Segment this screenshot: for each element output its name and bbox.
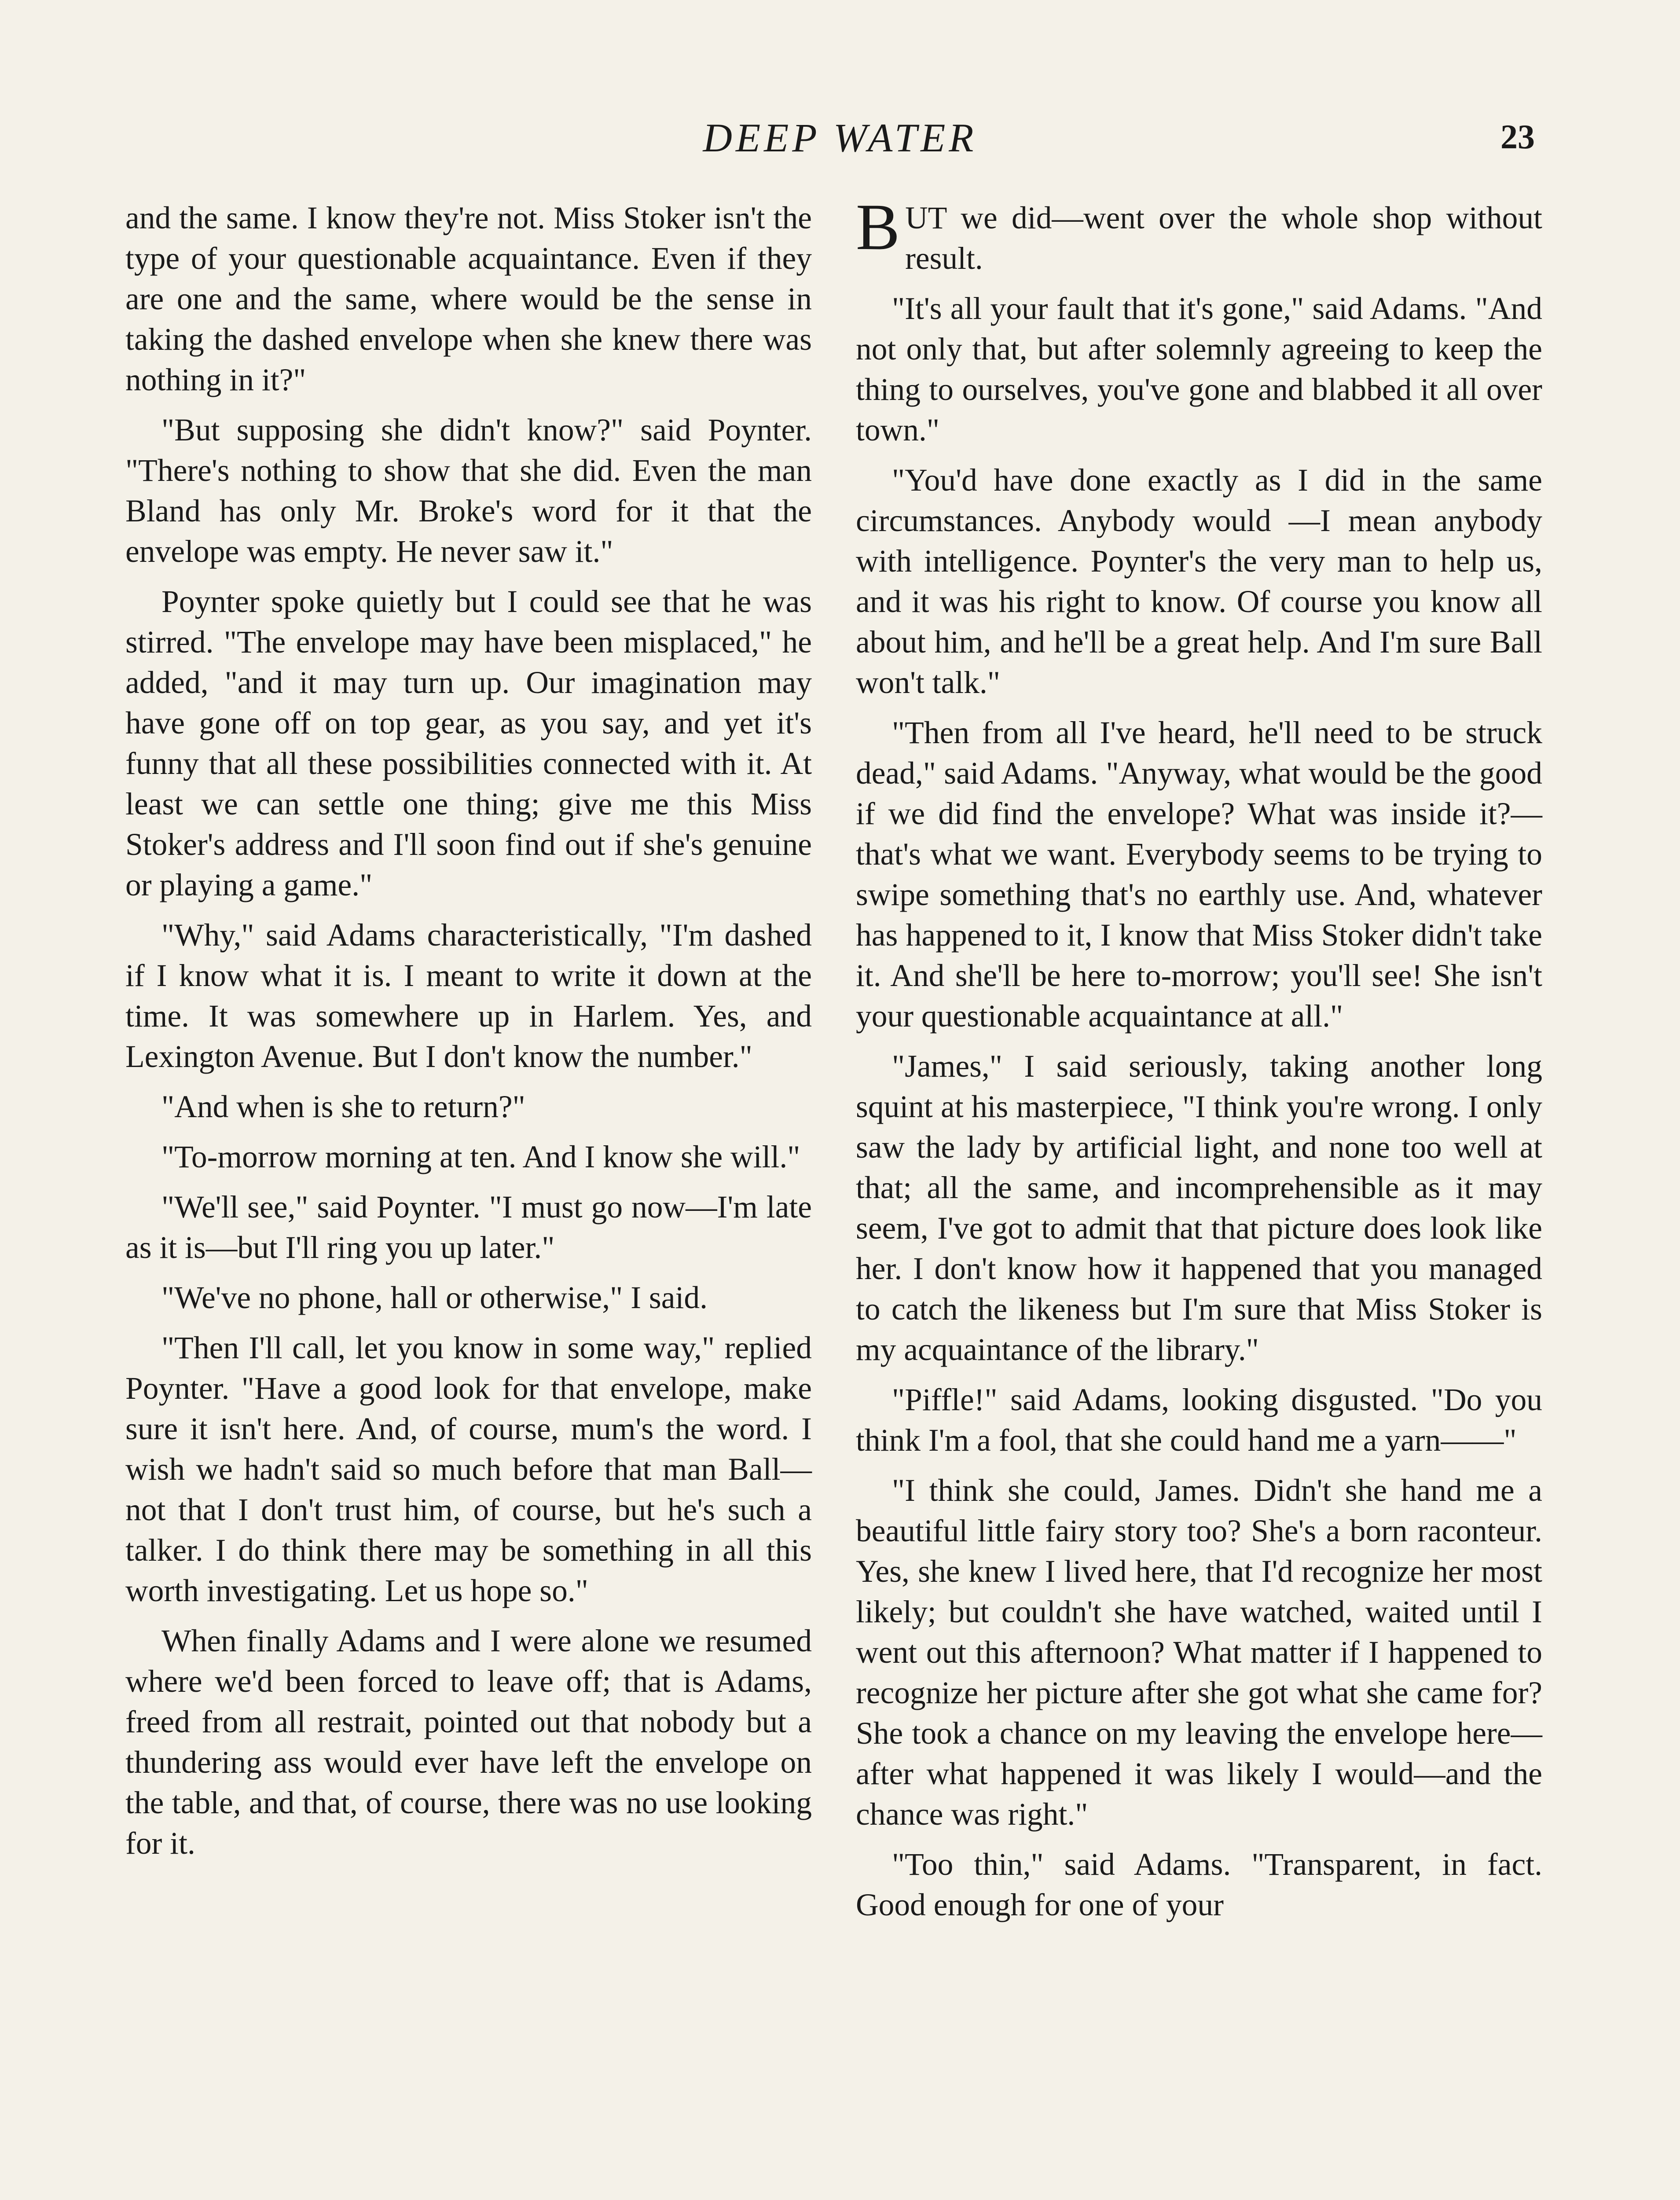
paragraph: "James," I said seriously, taking another long squint at his masterpiece, "I think you're wrong. I only saw the lady by artificial light, and none too well at that; all the same, and incomprehensible as it may seem, I've got to admit that that picture does look like her. I don't know how it happened that you managed to catch the likeness but I'm sure that Miss Stoker is my acquaintance of the library." <box>856 1049 1542 1367</box>
paragraph: "You'd have done exactly as I did in the same circumstances. Anybody would —I mean anybody with intelligence. Poynter's the very man to help us, and it was his right to know. Of course you know all about him, and he'll be a great help. And I'm sure Ball won't talk." <box>856 463 1542 700</box>
paragraph: "We've no phone, hall or otherwise," I said. <box>161 1280 708 1315</box>
opening-text: UT we did—went over the whole shop without result. <box>905 201 1542 276</box>
right-column <box>856 191 1542 1935</box>
paragraph: "It's all your fault that it's gone," said Adams. "And not only that, but after solemnly agreeing to keep the thing to ourselves, you've gone and blabbed it all over town." <box>856 291 1542 447</box>
section-opening-paragraph <box>856 191 1542 279</box>
paragraph: "Piffle!" said Adams, looking disgusted. "Do you think I'm a fool, that she could hand me a yarn——" <box>856 1382 1542 1458</box>
paragraph: "Why," said Adams characteristically, "I'm dashed if I know what it is. I meant to write it down at the time. It was somewhere up in Harlem. Yes, and Lexington Avenue. But I don't know the number." <box>125 918 812 1074</box>
page-number: 23 <box>1500 117 1535 156</box>
running-title: DEEP WATER <box>703 115 977 160</box>
paragraph: "To-morrow morning at ten. And I know she will." <box>161 1140 800 1174</box>
paragraph: "Then from all I've heard, he'll need to be struck dead," said Adams. "Anyway, what would be the good if we did find the envelope? What was inside it?—that's what we want. Everybody seems to be trying to swipe something that's no earthly use. And, whatever has happened to it, I know that Miss Stoker didn't take it. And she'll be here to-morrow; you'll see! She isn't your questionable acquaintance at all." <box>856 715 1542 1034</box>
paragraph: "Too thin," said Adams. "Transparent, in fact. Good enough for one of your <box>856 1847 1542 1922</box>
paragraph: "But supposing she didn't know?" said Poynter. "There's nothing to show that she did. Even the man Bland has only Mr. Broke's word for it that the envelope was empty. He never saw it." <box>125 413 812 569</box>
drop-cap: B <box>856 191 900 264</box>
paragraph: "And when is she to return?" <box>161 1089 525 1124</box>
paragraph: and the same. I know they're not. Miss Stoker isn't the type of your questionable acquaintance. Even if they are one and the same, where would be the sense in taking the dashed envelope when she knew there was nothing in it?" <box>125 201 812 397</box>
left-column <box>125 198 812 1874</box>
paragraph: When finally Adams and I were alone we resumed where we'd been forced to leave off; that is Adams, freed from all restrait, pointed out that nobody but a thundering ass would ever have left the envelope on the table, and that, of course, there was no use looking for it. <box>125 1624 812 1861</box>
paragraph: "We'll see," said Poynter. "I must go now—I'm late as it is—but I'll ring you up later." <box>125 1190 812 1265</box>
running-head <box>0 114 1680 167</box>
paragraph: "I think she could, James. Didn't she hand me a beautiful little fairy story too? She's a born raconteur. Yes, she knew I lived here, that I'd recognize her most likely; but couldn't she have watched, waited until I went out this afternoon? What matter if I happened to recognize her picture after she got what she came for? She took a chance on my leaving the envelope here—after what happened it was likely I would—and the chance was right." <box>856 1473 1542 1832</box>
paragraph: Poynter spoke quietly but I could see that he was stirred. "The envelope may have been misplaced," he added, "and it may turn up. Our imagination may have gone off on top gear, as you say, and yet it's funny that all these possibilities connected with it. At least we can settle one thing; give me this Miss Stoker's address and I'll soon find out if she's genuine or playing a game." <box>125 584 812 902</box>
paragraph: "Then I'll call, let you know in some way," replied Poynter. "Have a good look for that envelope, make sure it isn't here. And, of course, mum's the word. I wish we hadn't said so much before that man Ball—not that I don't trust him, of course, but he's such a talker. I do think there may be something in all this worth investigating. Let us hope so." <box>125 1331 812 1608</box>
